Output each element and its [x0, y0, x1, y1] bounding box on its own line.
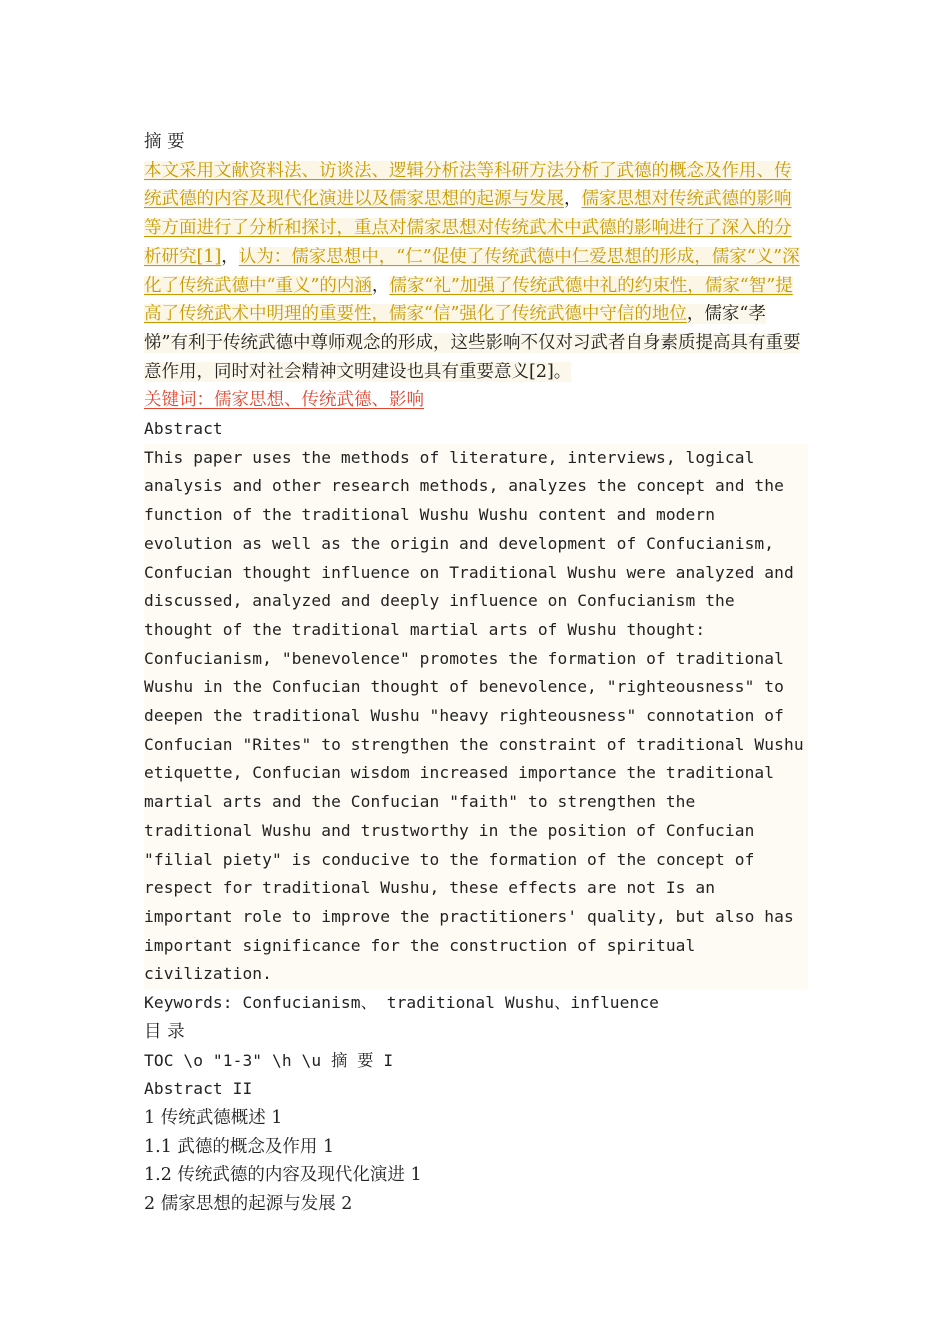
toc-item-section-1-2[interactable]: 1.2 传统武德的内容及现代化演进 1: [144, 1165, 422, 1186]
abstract-en-body: This paper uses the methods of literature, interviews, logical analysis and other research methods, analyzes the concept and the function of the traditional Wushu Wushu content and modern evolution as well as the origin and development of Confucianism, Confucian thought influence on Traditional Wushu were analyzed and discussed, analyzed and deeply influence on Confucianism the thought of the traditional martial arts of Wushu thought: Confucianism, "benevolence" promotes the formation of traditional Wushu in the Confucian thought of benevolence, "righteousness" to deepen the traditional Wushu "heavy righteousness" connotation of Confucian "Rites" to strengthen the constraint of traditional Wushu etiquette, Confucian wisdom increased importance the traditional martial arts and the Confucian "faith" to strengthen the traditional Wushu and trustworthy in the position of Confucian "filial piety" is conducive to the formation of the concept of respect for traditional Wushu, these effects are not Is an important role to improve the practitioners' quality, but also has important significance for the construction of spiritual civilization.: [144, 444, 808, 989]
keywords-cn-line: [144, 386, 808, 415]
keywords-cn[interactable]: 关键词：儒家思想、传统武德、影响: [144, 390, 424, 411]
abstract-cn-body: [144, 157, 808, 387]
abstract-cn-heading: 摘 要: [144, 132, 185, 152]
toc-item-chapter-2[interactable]: 2 儒家思想的起源与发展 2: [144, 1194, 353, 1215]
keywords-en: Keywords: Confucianism、 traditional Wushu、influence: [144, 993, 660, 1013]
abstract-en-heading: Abstract: [144, 419, 223, 439]
abstract-cn-seg6: ，: [371, 275, 390, 296]
toc-item-abstract[interactable]: Abstract II: [144, 1079, 253, 1099]
toc-item-field-code[interactable]: TOC \o "1-3" \h \u 摘 要 I: [144, 1050, 394, 1070]
toc-list: [144, 1047, 808, 1219]
toc-heading: 目 录: [144, 1021, 185, 1042]
abstract-cn-seg4: ，: [221, 246, 239, 267]
abstract-cn-seg5[interactable]: 认为：儒家思想中，“仁”促使了传统武德中仁爱思想的形成，儒家“义”深化了传统武德中“重义”的内涵: [144, 246, 800, 296]
abstract-cn-seg3[interactable]: 儒家思想对传统武德的影响等方面进行了分析和探讨，重点对儒家思想对传统武术中武德的影响进行了深入的分析研究[1]: [144, 189, 792, 267]
toc-item-chapter-1[interactable]: 1 传统武德概述 1: [144, 1107, 283, 1128]
abstract-cn-seg7[interactable]: 儒家“礼”加强了传统武德中礼的约束性，儒家“智”提高了传统武术中明理的重要性，儒家“信”强化了传统武德中守信的地位: [144, 275, 793, 325]
abstract-cn-seg8: ，儒家“孝悌”有利于传统武德中尊师观念的形成，这些影响不仅对习武者自身素质提高具有重要意作用，同时对社会精神文明建设也具有重要意义[2]。: [144, 304, 801, 382]
abstract-cn-seg2: ，: [564, 189, 582, 210]
document-page: [144, 128, 808, 1219]
abstract-cn-seg1[interactable]: 本文采用文献资料法、访谈法、逻辑分析法等科研方法分析了武德的概念及作用、传统武德的内容及现代化演进以及儒家思想的起源与发展: [144, 160, 792, 210]
toc-item-section-1-1[interactable]: 1.1 武德的概念及作用 1: [144, 1136, 335, 1157]
